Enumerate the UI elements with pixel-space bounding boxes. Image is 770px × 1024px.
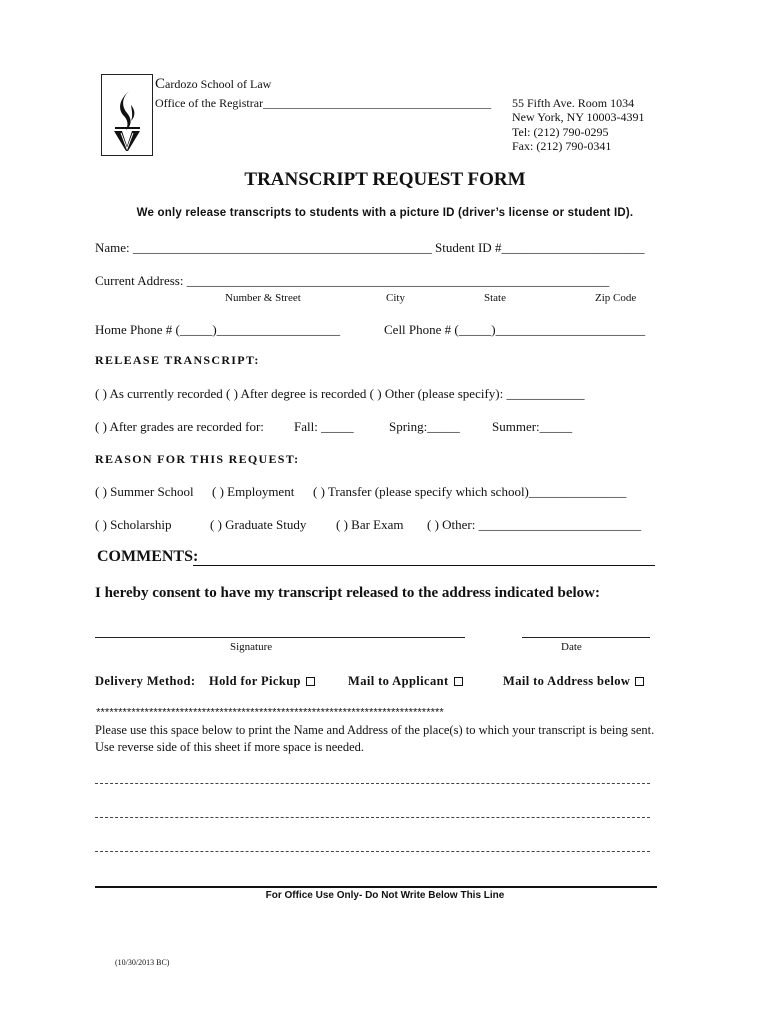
date-line[interactable]: [522, 637, 650, 638]
flame-logo-icon: [102, 75, 152, 155]
address-line-1: 55 Fifth Ave. Room 1034: [512, 96, 635, 110]
summer-school-option[interactable]: ( ) Summer School: [95, 484, 194, 499]
after-grades-option[interactable]: ( ) After grades are recorded for:: [95, 419, 264, 434]
bar-exam-option[interactable]: ( ) Bar Exam: [336, 517, 404, 532]
recipient-line-2[interactable]: [95, 817, 650, 818]
recipient-line-1[interactable]: [95, 783, 650, 784]
office-line: Office of the Registrar______________________________________: [155, 96, 492, 110]
hold-checkbox[interactable]: [306, 677, 315, 686]
release-heading: RELEASE TRANSCRIPT:: [95, 353, 260, 367]
telephone: Tel: (212) 790-0295: [512, 125, 609, 139]
recipient-line-3[interactable]: [95, 851, 650, 852]
spring-field[interactable]: Spring:_____: [389, 419, 460, 434]
comments-line[interactable]: [193, 565, 655, 566]
form-title: TRANSCRIPT REQUEST FORM: [244, 169, 526, 190]
caption-state: State: [484, 292, 506, 304]
signature-caption: Signature: [230, 641, 273, 653]
student-id-field[interactable]: Student ID #______________________: [435, 240, 645, 255]
office-use-rule: [95, 886, 657, 888]
mail-to-address-option[interactable]: Mail to Address below: [503, 674, 644, 689]
scholarship-option[interactable]: ( ) Scholarship: [95, 517, 172, 532]
employment-option[interactable]: ( ) Employment: [212, 484, 295, 499]
school-logo: [101, 74, 153, 156]
star-divider: *******************************************************************************: [95, 708, 443, 720]
reason-heading: REASON FOR THIS REQUEST:: [95, 452, 300, 466]
release-options-row[interactable]: ( ) As currently recorded ( ) After degree is recorded ( ) Other (please specify): ____________: [95, 386, 585, 401]
current-address-field[interactable]: Current Address: _________________________________________________________________: [95, 273, 610, 288]
applicant-checkbox[interactable]: [454, 677, 463, 686]
form-revision-code: (10/30/2013 BC): [115, 958, 170, 967]
office-use-note: For Office Use Only- Do Not Write Below This Line: [265, 890, 505, 901]
home-phone-field[interactable]: Home Phone # (_____)___________________: [95, 322, 341, 337]
cell-phone-field[interactable]: Cell Phone # (_____)_______________________: [384, 322, 646, 337]
instructions-text: Please use this space below to print the Name and Address of the place(s) to which your transcript is being sent. Use reverse side of this sheet if more space is needed.: [95, 723, 655, 754]
date-caption: Date: [561, 641, 582, 653]
transfer-option[interactable]: ( ) Transfer (please specify which school)_______________: [313, 484, 627, 499]
signature-line[interactable]: [95, 637, 465, 638]
delivery-label: Delivery Method:: [95, 674, 196, 688]
id-notice: We only release transcripts to students with a picture ID (driver’s license or student ID).: [136, 207, 634, 219]
fall-field[interactable]: Fall: _____: [294, 419, 354, 434]
caption-zip: Zip Code: [595, 292, 637, 304]
other-reason-option[interactable]: ( ) Other: _________________________: [427, 517, 642, 532]
summer-field[interactable]: Summer:_____: [492, 419, 573, 434]
caption-street: Number & Street: [225, 292, 301, 304]
graduate-study-option[interactable]: ( ) Graduate Study: [210, 517, 307, 532]
name-field[interactable]: Name: ______________________________________________: [95, 240, 432, 255]
mail-to-applicant-option[interactable]: Mail to Applicant: [348, 674, 463, 689]
address-line-2: New York, NY 10003-4391: [512, 110, 645, 124]
comments-label: COMMENTS:: [97, 548, 199, 565]
school-name: Cardozo School of Law: [155, 76, 272, 92]
fax: Fax: (212) 790-0341: [512, 139, 612, 153]
hold-for-pickup-option[interactable]: Hold for Pickup: [209, 674, 315, 689]
caption-city: City: [386, 292, 405, 304]
consent-statement: I hereby consent to have my transcript released to the address indicated below:: [95, 585, 600, 601]
address-checkbox[interactable]: [635, 677, 644, 686]
